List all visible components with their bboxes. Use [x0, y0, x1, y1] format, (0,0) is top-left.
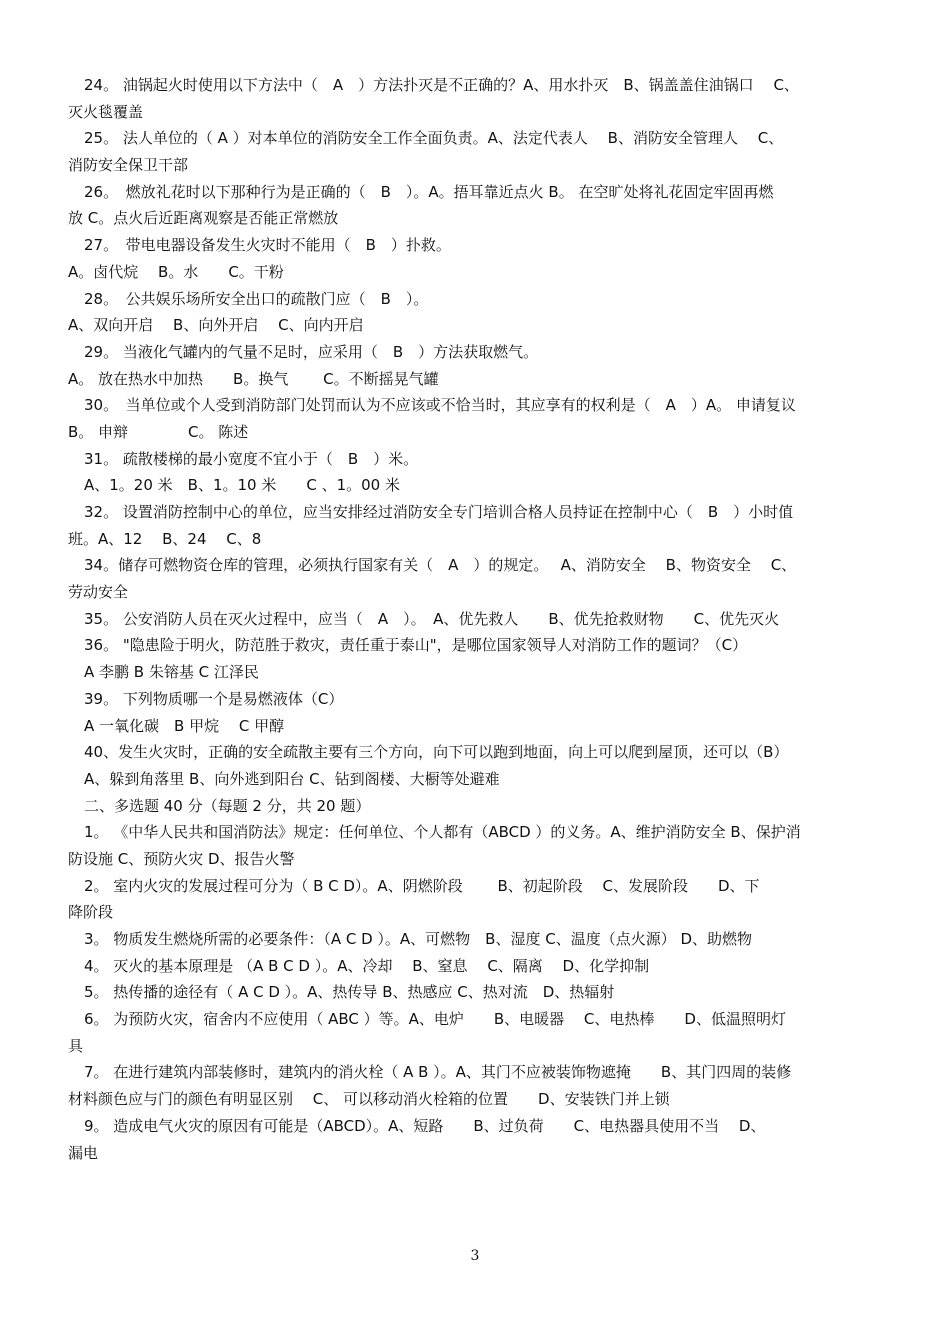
- text-line: 放 C。点火后近距离观察是否能正常燃放: [68, 209, 339, 228]
- text-line: 24。 油锅起火时使用以下方法中（ A ）方法扑灭是不正确的？A、用水扑灭 B、锅盖盖住油锅口 C、: [84, 76, 799, 94]
- text-line: 31。 疏散楼梯的最小宽度不宜小于（ B ）米。: [84, 449, 419, 468]
- text-line: 1。 《中华人民共和国消防法》规定：任何单位、个人都有（ABCD ）的义务。A、维护消防安全 B、保护消: [84, 823, 801, 842]
- text-line: 30。 当单位或个人受到消防部门处罚而认为不应该或不恰当时，其应享有的权利是（ A ）A。 申请复议: [84, 396, 796, 415]
- text-line: 29。 当液化气罐内的气量不足时，应采用（ B ）方法获取燃气。: [84, 342, 539, 361]
- text-line: 漏电: [68, 1143, 99, 1162]
- text-line: 9。 造成电气火灾的原因有可能是（ABCD）。A、短路 B、过负荷 C、电热器具使用不当 D、: [84, 1116, 766, 1135]
- text-line: A、躲到角落里 B、向外逃到阳台 C、钻到阁楼、大橱等处避难: [84, 769, 500, 788]
- text-line: 2。 室内火灾的发展过程可分为（ B C D）。A、阴燃阶段 B、初起阶段 C、发展阶段 D、下: [84, 876, 760, 895]
- text-line: 27。 带电电器设备发生火灾时不能用（ B ）扑救。: [84, 236, 451, 255]
- text-line: 39。 下列物质哪一个是易燃液体（C）: [84, 689, 344, 708]
- text-line: 26。 燃放礼花时以下那种行为是正确的（ B ）。A。捂耳靠近点火 B。 在空旷处将礼花固定牢固再燃: [84, 182, 774, 201]
- text-line: A 李鹏 B 朱镕基 C 江泽民: [84, 663, 259, 682]
- text-line: 具: [68, 1036, 84, 1055]
- text-line: 35。 公安消防人员在灭火过程中，应当（ A ）。 A、优先救人 B、优先抢救财物 C、优先灭火: [84, 609, 780, 628]
- text-line: A 一氧化碳 B 甲烷 C 甲醇: [84, 716, 285, 735]
- text-line: 28。 公共娱乐场所安全出口的疏散门应（ B ）。: [84, 289, 429, 308]
- text-line: 7。 在进行建筑内部装修时，建筑内的消火栓（ A B ）。A、其门不应被装饰物遮掩 B、其门四周的装修: [84, 1063, 792, 1082]
- page-number: 3: [470, 1248, 480, 1264]
- document-body: [68, 72, 884, 1166]
- text-line: 36。 "隐患险于明火，防范胜于救灾，责任重于泰山"，是哪位国家领导人对消防工作的题词？（C）: [84, 636, 748, 655]
- text-line: 4。 灭火的基本原理是 （A B C D ）。A、冷却 B、窒息 C、隔离 D、化学抑制: [84, 956, 650, 975]
- text-line: 材料颜色应与门的颜色有明显区别 C、 可以移动消火栓箱的位置 D、安装铁门并上锁: [68, 1090, 670, 1109]
- text-line: 6。 为预防火灾，宿舍内不应使用（ ABC ）等。A、电炉 B、电暖器 C、电热棒 D、低温照明灯: [84, 1010, 786, 1029]
- text-line: 劳动安全: [68, 583, 129, 602]
- text-line: 25。 法人单位的（ A ）对本单位的消防安全工作全面负责。A、法定代表人 B、消防安全管理人 C、: [84, 129, 784, 148]
- text-line: A。卤代烷 B。水 C。干粉: [68, 262, 284, 281]
- text-line: 二、多选题 40 分（每题 2 分，共 20 题）: [84, 796, 371, 815]
- text-line: 消防安全保卫干部: [68, 156, 189, 175]
- text-line: 降阶段: [68, 903, 114, 922]
- text-line: 40、发生火灾时，正确的安全疏散主要有三个方向，向下可以跑到地面，向上可以爬到屋顶，还可以（B）: [84, 743, 789, 762]
- text-line: A。 放在热水中加热 B。换气 C。不断摇晃气罐: [68, 369, 439, 388]
- text-line: 5。 热传播的途径有（ A C D ）。A、热传导 B、热感应 C、热对流 D、热辐射: [84, 983, 615, 1002]
- text-line: 防设施 C、预防火灾 D、报告火警: [68, 849, 295, 868]
- text-line: 灭火毯覆盖: [68, 102, 144, 121]
- text-line: 34。储存可燃物资仓库的管理，必须执行国家有关（ A ）的规定。 A、消防安全 B、物资安全 C、: [84, 556, 797, 575]
- text-line: 32。 设置消防控制中心的单位，应当安排经过消防安全专门培训合格人员持证在控制中心（ B ）小时值: [84, 503, 794, 521]
- text-line: 3。 物质发生燃烧所需的必要条件：（A C D ）。A、可燃物 B、湿度 C、温度（点火源） D、助燃物: [84, 930, 753, 948]
- text-line: A、双向开启 B、向外开启 C、向内开启: [68, 316, 364, 335]
- text-line: B。 申辩 C。 陈述: [68, 422, 249, 441]
- text-line: A、1。20 米 B、1。10 米 C 、1。00 米: [84, 476, 400, 495]
- text-line: 班。A、12 B、24 C、8: [68, 529, 262, 548]
